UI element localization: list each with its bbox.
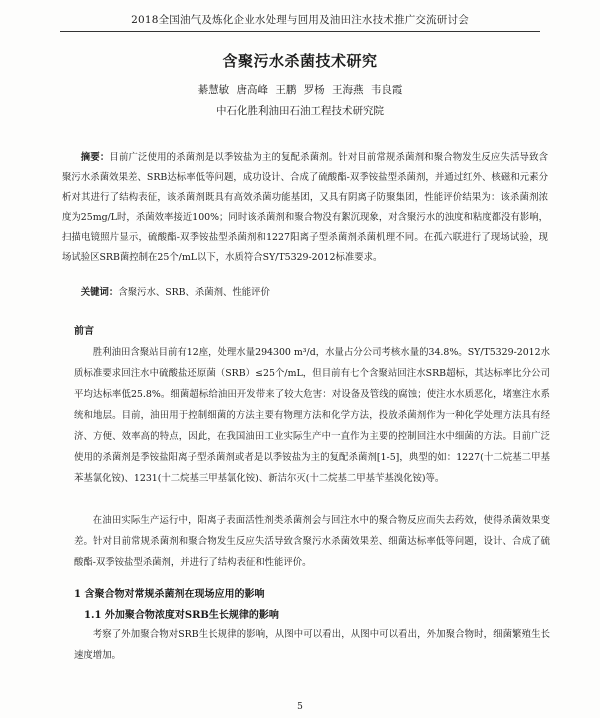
keywords-label: 关键词： [80, 287, 119, 298]
abstract [62, 148, 548, 268]
header-rule [60, 31, 540, 32]
abstract-text: 目前广泛使用的杀菌剂是以季铵盐为主的复配杀菌剂。针对目前常规杀菌剂和聚合物发生反应失活导致含聚污水杀菌效果差、SRB达标率低等问题，成功设计、合成了硫酸酯-双季铵盐型杀菌剂，并通过红外、核磁和元素分析对其进行了结构表征，该杀菌剂既具有高效杀菌功能基团，又具有阴离子防聚集团，性能评价结果为：该杀菌剂浓度为25mg/L时，杀菌效率接近100%；同时该杀菌剂和聚合物没有絮沉现象，对含聚污水的浊度和粘度都没有影响，扫描电镜照片显示，硫酸酯-双季铵盐型杀菌剂和1227阳离子型杀菌剂杀菌机理不同。在孤六联进行了现场试验，现场试验区SRB菌控制在25个/mL以下，水质符合SY/T5329-2012标准要求。 [62, 152, 548, 263]
page-number: 5 [297, 702, 303, 712]
subsection-heading-1-1: 1.1 外加聚合物浓度对SRB生长规律的影响 [84, 610, 279, 621]
running-header: 2018全国油气及炼化企业水处理与回用及油田注水技术推广交流研讨会 [131, 14, 469, 26]
abstract-label: 摘要： [80, 152, 110, 163]
section-heading-1: 1 含聚合物对常规杀菌剂在现场应用的影响 [74, 589, 265, 600]
section-heading-preface: 前言 [74, 326, 94, 337]
author-list: 綦慧敏 唐高峰 王鹏 罗杨 王海燕 韦良霞 [197, 84, 403, 96]
preface-paragraph-2: 在油田实际生产运行中，阳离子表面活性剂类杀菌剂会与回注水中的聚合物反应而失去药效，使得杀菌效果变差。针对目前常规杀菌剂和聚合物发生反应失活导致含聚污水杀菌效果差、细菌达标率低等问题，设计、合成了硫酸酯-双季铵盐型杀菌剂，并进行了结构表征和性能评价。 [74, 515, 550, 568]
affiliation: 中石化胜利油田石油工程技术研究院 [216, 105, 384, 117]
paper-title: 含聚污水杀菌技术研究 [222, 52, 378, 70]
preface-paragraph-1: 胜利油田含聚站目前有12座，处理水量294300 m³/d，水量占分公司考核水量的34.8%。SY/T5329-2012水质标准要求回注水中硫酸盐还原菌（SRB）≤25个/mL，但目前有七个含聚站回注水SRB超标，其达标率比分公司平均达标率低25.8%。细菌超标给油田开发带来了较大危害：对设备及管线的腐蚀；使注水水质恶化，堵塞注水系统和地层。目前，油田用于控制细菌的方法主要有物理方法和化学方法，投放杀菌剂作为一种化学处理方法具有经济、方便、效率高的特点，因此，在我国油田工业实际生产中一直作为主要的控制回注水中细菌的方法。目前广泛使用的杀菌剂是季铵盐阳离子型杀菌剂或者是以季铵盐为主的复配杀菌剂[1-5]，典型的如：1227(十二烷基二甲基苯基氯化铵)、1231(十二烷基三甲基氯化铵)、新洁尔灭(十二烷基二甲基苄基溴化铵)等。 [74, 347, 550, 484]
subsection-1-1-paragraph: 考察了外加聚合物对SRB生长规律的影响，从图中可以看出，从图中可以看出，外加聚合物时，细菌繁殖生长速度增加。 [74, 629, 550, 661]
keywords-text: 含聚污水、SRB、杀菌剂、性能评价 [118, 287, 270, 298]
keywords [62, 284, 548, 298]
